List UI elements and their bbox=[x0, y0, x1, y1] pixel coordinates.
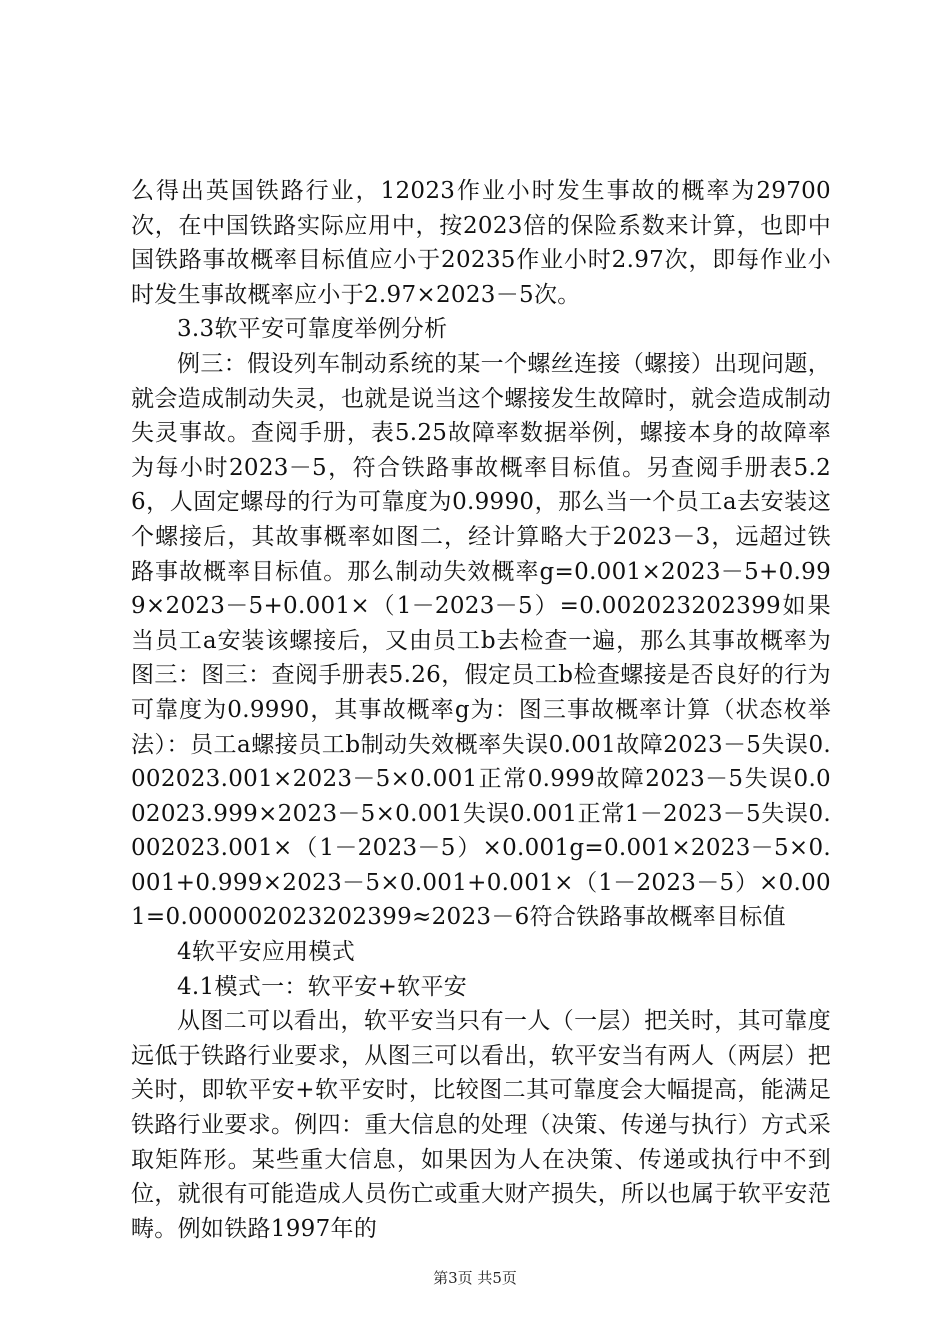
section-heading-4-1: 4.1模式一：软平安+软平安 bbox=[177, 973, 468, 1000]
paragraph-accident-rate-intro: 么得出英国铁路行业，12023作业小时发生事故的概率为29700次，在中国铁路实际应用中，按2023倍的保险系数来计算，也即中国铁路事故概率目标值应小于20235作业小时2.97次，即每作业小时发生事故概率应小于2.97×2023－5次。 bbox=[131, 178, 831, 308]
paragraph-mode-one: 从图二可以看出，软平安当只有一人（一层）把关时，其可靠度远低于铁路行业要求，从图三可以看出，软平安当有两人（两层）把关时，即软平安+软平安时，比较图二其可靠度会大幅提高，能满足铁路行业要求。例四：重大信息的处理（决策、传递与执行）方式采取矩阵形。某些重大信息，如果因为人在决策、传递或执行中不到位，就很有可能造成人员伤亡或重大财产损失，所以也属于软平安范畴。例如铁路1997年的 bbox=[131, 1008, 831, 1242]
section-heading-3-3: 3.3软平安可靠度举例分析 bbox=[177, 316, 448, 343]
paragraph-example-three: 例三：假设列车制动系统的某一个螺丝连接（螺接）出现问题，就会造成制动失灵，也就是说当这个螺接发生故障时，就会造成制动失灵事故。查阅手册，表5.25故障率数据举例，螺接本身的故障率为每小时2023－5，符合铁路事故概率目标值。另查阅手册表5.26，人固定螺母的行为可靠度为0.9990，那么当一个员工a去安装这个螺接后，其故事概率如图二，经计算略大于2023－3，远超过铁路事故概率目标值。那么制动失效概率g=0.001×2023－5+0.999×2023－5+0.001×（1－2023－5）=0.002023202399如果当员工a安装该螺接后，又由员工b去检查一遍，那么其事故概率为图三：图三：查阅手册表5.26，假定员工b检查螺接是否良好的行为可靠度为0.9990，其事故概率g为：图三事故概率计算（状态枚举法）：员工a螺接员工b制动失效概率失误0.001故障2023－5失误0.002023.001×2023－5×0.001正常0.999故障2023－5失误0.002023.999×2023－5×0.001失误0.001正常1－2023－5失误0.002023.001×（1－2023－5）×0.001g=0.001×2023－5×0.001+0.999×2023－5×0.001+0.001×（1－2023－5）×0.001=0.000002023202399≈2023－6符合铁路事故概率目标值 bbox=[131, 350, 831, 931]
page-footer: 第3页 共5页 bbox=[433, 1269, 517, 1287]
document-body bbox=[131, 174, 831, 1246]
section-heading-4: 4软平安应用模式 bbox=[177, 939, 356, 966]
